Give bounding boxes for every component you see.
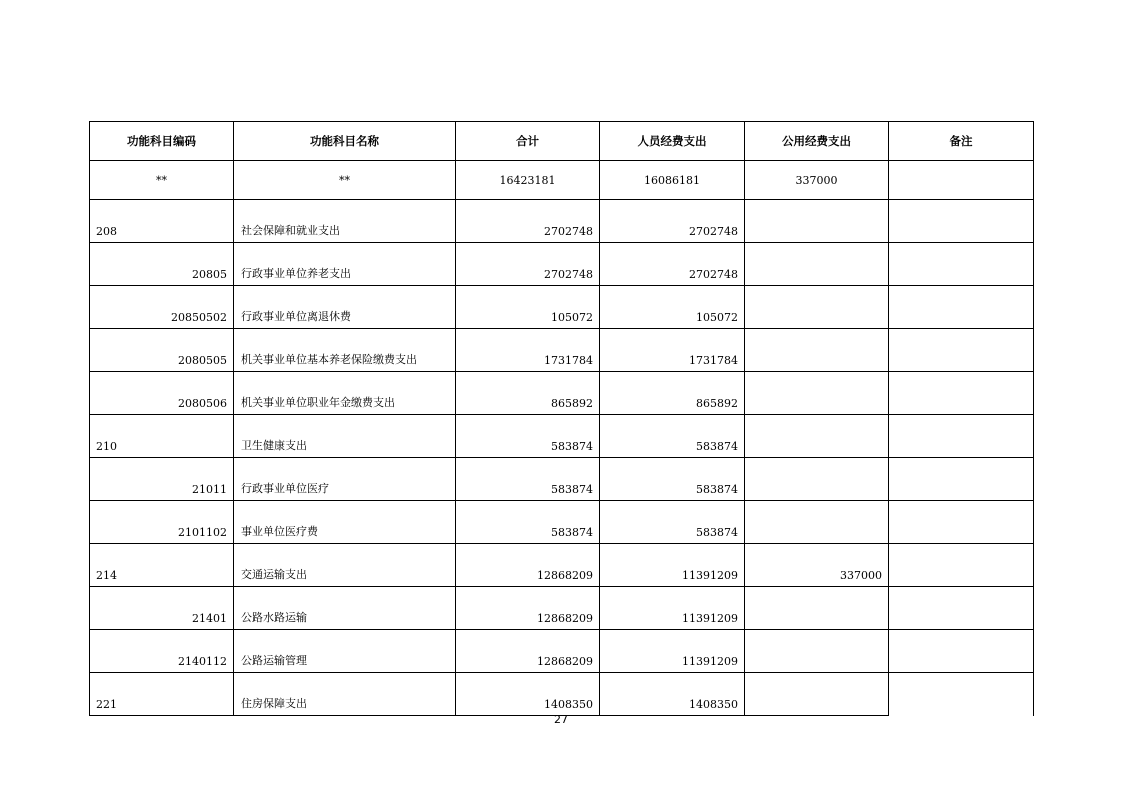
public-cell [745,501,889,544]
public-cell [745,630,889,673]
name-cell: 公路运输管理 [234,630,456,673]
public-cell [745,329,889,372]
table-row [90,673,1034,716]
note-cell [889,630,1034,673]
personnel-cell: 11391209 [600,630,745,673]
table-row [90,630,1034,673]
personnel-cell: 11391209 [600,587,745,630]
total-cell: 12868209 [456,587,600,630]
note-cell [889,501,1034,544]
personnel-cell: 1731784 [600,329,745,372]
expenditure-table [89,121,1034,716]
note-cell [889,415,1034,458]
public-cell [745,372,889,415]
personnel-cell: 1408350 [600,673,745,716]
code-cell: 21011 [90,458,234,501]
code-cell: 21401 [90,587,234,630]
total-public: 337000 [745,161,889,200]
table-row [90,415,1034,458]
note-cell [889,200,1034,243]
note-cell [889,329,1034,372]
total-code: ** [90,161,234,200]
table-row [90,587,1034,630]
public-cell [745,243,889,286]
personnel-cell: 2702748 [600,200,745,243]
personnel-cell: 11391209 [600,544,745,587]
total-cell: 2702748 [456,200,600,243]
code-cell: 210 [90,415,234,458]
total-cell: 1408350 [456,673,600,716]
public-cell [745,286,889,329]
table-row [90,458,1034,501]
total-cell: 2702748 [456,243,600,286]
total-cell: 583874 [456,501,600,544]
name-cell: 卫生健康支出 [234,415,456,458]
code-cell: 2080505 [90,329,234,372]
table-row [90,286,1034,329]
header-name: 功能科目名称 [234,122,456,161]
table-row [90,501,1034,544]
name-cell: 交通运输支出 [234,544,456,587]
total-name: ** [234,161,456,200]
header-row [90,122,1034,161]
header-code: 功能科目编码 [90,122,234,161]
personnel-cell: 583874 [600,501,745,544]
personnel-cell: 105072 [600,286,745,329]
page-number: 27 [554,713,568,726]
total-cell: 865892 [456,372,600,415]
total-note [889,161,1034,200]
code-cell: 2140112 [90,630,234,673]
total-cell: 12868209 [456,544,600,587]
note-cell [889,587,1034,630]
name-cell: 行政事业单位养老支出 [234,243,456,286]
public-cell [745,415,889,458]
note-cell [889,458,1034,501]
personnel-cell: 865892 [600,372,745,415]
public-cell [745,200,889,243]
personnel-cell: 583874 [600,415,745,458]
note-cell [889,286,1034,329]
code-cell: 2080506 [90,372,234,415]
header-public: 公用经费支出 [745,122,889,161]
note-cell [889,544,1034,587]
code-cell: 20805 [90,243,234,286]
note-cell [889,673,1034,716]
table-header [90,122,1034,161]
name-cell: 机关事业单位职业年金缴费支出 [234,372,456,415]
total-cell: 583874 [456,415,600,458]
code-cell: 20850502 [90,286,234,329]
public-cell: 337000 [745,544,889,587]
header-note: 备注 [889,122,1034,161]
total-cell: 1731784 [456,329,600,372]
name-cell: 社会保障和就业支出 [234,200,456,243]
public-cell [745,587,889,630]
name-cell: 行政事业单位离退休费 [234,286,456,329]
name-cell: 住房保障支出 [234,673,456,716]
total-cell: 105072 [456,286,600,329]
total-row [90,161,1034,200]
table-row [90,329,1034,372]
header-personnel: 人员经费支出 [600,122,745,161]
table-row [90,372,1034,415]
code-cell: 2101102 [90,501,234,544]
table-row [90,243,1034,286]
name-cell: 事业单位医疗费 [234,501,456,544]
table-row [90,544,1034,587]
name-cell: 行政事业单位医疗 [234,458,456,501]
note-cell [889,372,1034,415]
header-total: 合计 [456,122,600,161]
total-personnel: 16086181 [600,161,745,200]
personnel-cell: 2702748 [600,243,745,286]
total-cell: 583874 [456,458,600,501]
code-cell: 208 [90,200,234,243]
personnel-cell: 583874 [600,458,745,501]
name-cell: 公路水路运输 [234,587,456,630]
table-row [90,200,1034,243]
public-cell [745,673,889,716]
total-sum: 16423181 [456,161,600,200]
note-cell [889,243,1034,286]
name-cell: 机关事业单位基本养老保险缴费支出 [234,329,456,372]
code-cell: 214 [90,544,234,587]
total-cell: 12868209 [456,630,600,673]
public-cell [745,458,889,501]
code-cell: 221 [90,673,234,716]
table-body [90,161,1034,716]
